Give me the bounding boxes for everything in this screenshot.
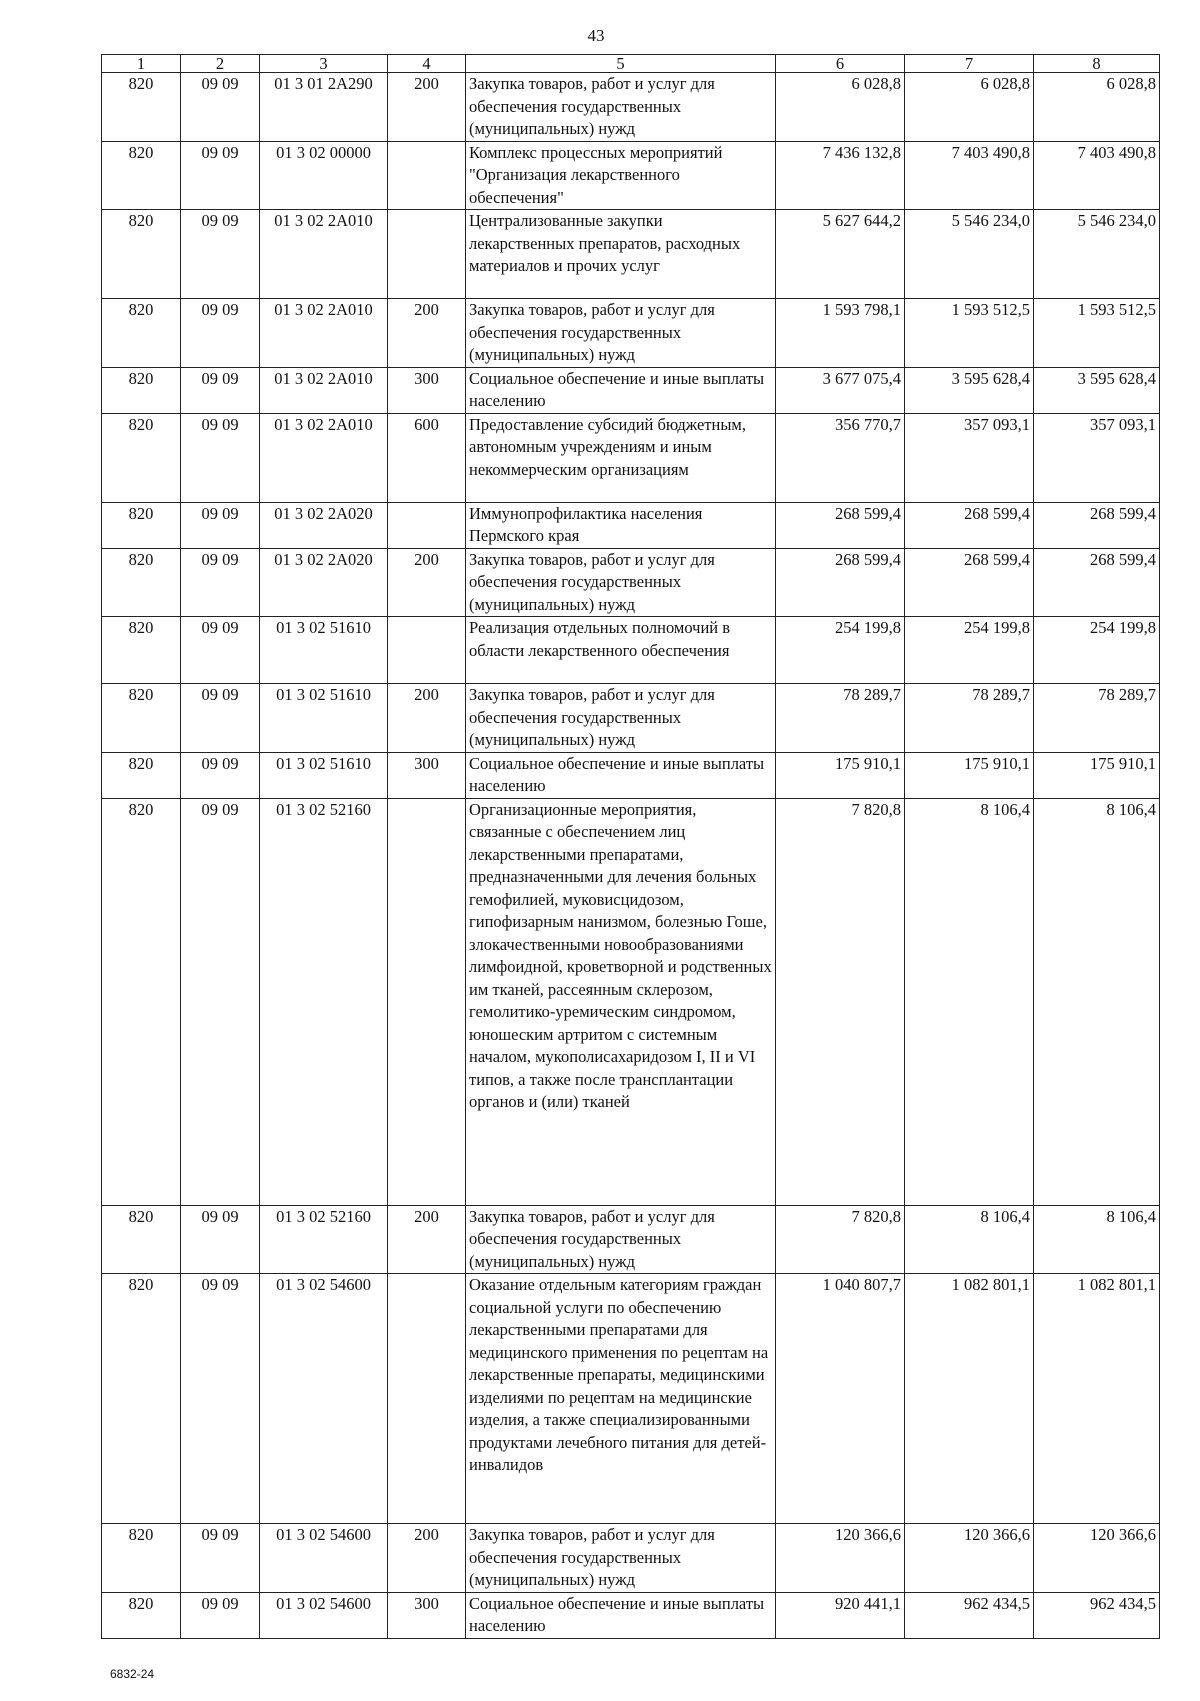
amount-col6-cell: 7 436 132,8 [776,141,905,210]
expense-type-cell: 200 [388,684,466,753]
admin-code-cell: 820 [102,1205,181,1274]
amount-col8-cell: 5 546 234,0 [1034,210,1160,299]
table-row [102,684,1160,753]
amount-col8-cell: 254 199,8 [1034,617,1160,684]
amount-col8-cell: 78 289,7 [1034,684,1160,753]
table-row [102,1592,1160,1638]
target-article-cell: 01 3 02 54600 [260,1524,388,1593]
column-header: 7 [905,55,1034,73]
description-cell: Комплекс процессных мероприятий "Организация лекарственного обеспечения" [466,141,776,210]
table-row [102,73,1160,142]
admin-code-cell: 820 [102,684,181,753]
amount-col6-cell: 7 820,8 [776,798,905,1205]
amount-col7-cell: 7 403 490,8 [905,141,1034,210]
section-code-cell: 09 09 [181,299,260,368]
section-code-cell: 09 09 [181,1592,260,1638]
amount-col6-cell: 920 441,1 [776,1592,905,1638]
target-article-cell: 01 3 02 54600 [260,1274,388,1524]
amount-col7-cell: 1 082 801,1 [905,1274,1034,1524]
admin-code-cell: 820 [102,1592,181,1638]
expense-type-cell: 300 [388,367,466,413]
table-row [102,617,1160,684]
amount-col6-cell: 1 040 807,7 [776,1274,905,1524]
admin-code-cell: 820 [102,1274,181,1524]
description-cell: Закупка товаров, работ и услуг для обеспечения государственных (муниципальных) нужд [466,299,776,368]
amount-col7-cell: 175 910,1 [905,752,1034,798]
amount-col8-cell: 268 599,4 [1034,502,1160,548]
admin-code-cell: 820 [102,548,181,617]
section-code-cell: 09 09 [181,367,260,413]
section-code-cell: 09 09 [181,1274,260,1524]
description-cell: Централизованные закупки лекарственных препаратов, расходных материалов и прочих услуг [466,210,776,299]
table-row [102,367,1160,413]
expense-type-cell: 200 [388,1205,466,1274]
description-cell: Организационные мероприятия, связанные с обеспечением лиц лекарственными препаратами, предназначенными для лечения больных гемофилией, муковисцидозом, гипофизарным нанизмом, болезнью Гоше, злокачественными новообразованиями лимфоидной, кроветворной и родственных им тканей, рассеянным склерозом, гемолитико-уремическим синдромом, юношеским артритом с системным началом, мукополисахаридозом I, II и VI типов, а также после трансплантации органов и (или) тканей [466,798,776,1205]
amount-col6-cell: 6 028,8 [776,73,905,142]
column-header: 3 [260,55,388,73]
table-row [102,1274,1160,1524]
column-header: 4 [388,55,466,73]
amount-col6-cell: 175 910,1 [776,752,905,798]
expense-type-cell: 300 [388,752,466,798]
admin-code-cell: 820 [102,210,181,299]
amount-col6-cell: 1 593 798,1 [776,299,905,368]
section-code-cell: 09 09 [181,617,260,684]
target-article-cell: 01 3 02 2А020 [260,548,388,617]
expense-type-cell [388,798,466,1205]
amount-col7-cell: 8 106,4 [905,1205,1034,1274]
amount-col8-cell: 268 599,4 [1034,548,1160,617]
description-cell: Закупка товаров, работ и услуг для обеспечения государственных (муниципальных) нужд [466,1524,776,1593]
section-code-cell: 09 09 [181,684,260,753]
admin-code-cell: 820 [102,502,181,548]
description-cell: Иммунопрофилактика населения Пермского края [466,502,776,548]
target-article-cell: 01 3 02 51610 [260,684,388,753]
amount-col7-cell: 78 289,7 [905,684,1034,753]
section-code-cell: 09 09 [181,1524,260,1593]
amount-col7-cell: 268 599,4 [905,548,1034,617]
amount-col7-cell: 1 593 512,5 [905,299,1034,368]
target-article-cell: 01 3 02 51610 [260,617,388,684]
admin-code-cell: 820 [102,141,181,210]
admin-code-cell: 820 [102,798,181,1205]
target-article-cell: 01 3 02 52160 [260,1205,388,1274]
amount-col7-cell: 268 599,4 [905,502,1034,548]
amount-col7-cell: 357 093,1 [905,413,1034,502]
target-article-cell: 01 3 02 54600 [260,1592,388,1638]
section-code-cell: 09 09 [181,73,260,142]
target-article-cell: 01 3 02 00000 [260,141,388,210]
table-row [102,299,1160,368]
amount-col6-cell: 254 199,8 [776,617,905,684]
admin-code-cell: 820 [102,367,181,413]
target-article-cell: 01 3 02 2А020 [260,502,388,548]
admin-code-cell: 820 [102,73,181,142]
target-article-cell: 01 3 02 2А010 [260,413,388,502]
amount-col6-cell: 5 627 644,2 [776,210,905,299]
amount-col8-cell: 1 593 512,5 [1034,299,1160,368]
description-cell: Оказание отдельным категориям граждан социальной услуги по обеспечению лекарственными препаратами для медицинского применения по рецептам на лекарственные препараты, медицинскими изделиями по рецептам на медицинские изделия, а также специализированными продуктами лечебного питания для детей-инвалидов [466,1274,776,1524]
expense-type-cell: 300 [388,1592,466,1638]
page-number: 43 [587,26,605,45]
column-header: 6 [776,55,905,73]
amount-col8-cell: 175 910,1 [1034,752,1160,798]
amount-col8-cell: 3 595 628,4 [1034,367,1160,413]
amount-col6-cell: 7 820,8 [776,1205,905,1274]
budget-table [101,54,1160,1639]
target-article-cell: 01 3 01 2А290 [260,73,388,142]
section-code-cell: 09 09 [181,210,260,299]
amount-col6-cell: 356 770,7 [776,413,905,502]
admin-code-cell: 820 [102,299,181,368]
expense-type-cell: 200 [388,548,466,617]
amount-col8-cell: 8 106,4 [1034,798,1160,1205]
amount-col6-cell: 120 366,6 [776,1524,905,1593]
amount-col7-cell: 5 546 234,0 [905,210,1034,299]
description-cell: Социальное обеспечение и иные выплаты населению [466,752,776,798]
amount-col8-cell: 1 082 801,1 [1034,1274,1160,1524]
expense-type-cell [388,617,466,684]
column-header: 8 [1034,55,1160,73]
amount-col7-cell: 962 434,5 [905,1592,1034,1638]
expense-type-cell: 200 [388,1524,466,1593]
table-row [102,1524,1160,1593]
section-code-cell: 09 09 [181,548,260,617]
amount-col7-cell: 8 106,4 [905,798,1034,1205]
amount-col6-cell: 268 599,4 [776,548,905,617]
amount-col6-cell: 78 289,7 [776,684,905,753]
amount-col7-cell: 6 028,8 [905,73,1034,142]
table-row [102,548,1160,617]
admin-code-cell: 820 [102,413,181,502]
description-cell: Закупка товаров, работ и услуг для обеспечения государственных (муниципальных) нужд [466,548,776,617]
target-article-cell: 01 3 02 2А010 [260,210,388,299]
target-article-cell: 01 3 02 2А010 [260,299,388,368]
table-row [102,1205,1160,1274]
table-row [102,752,1160,798]
expense-type-cell: 200 [388,299,466,368]
target-article-cell: 01 3 02 52160 [260,798,388,1205]
amount-col8-cell: 962 434,5 [1034,1592,1160,1638]
target-article-cell: 01 3 02 2А010 [260,367,388,413]
description-cell: Закупка товаров, работ и услуг для обеспечения государственных (муниципальных) нужд [466,73,776,142]
admin-code-cell: 820 [102,1524,181,1593]
table-row [102,210,1160,299]
description-cell: Закупка товаров, работ и услуг для обеспечения государственных (муниципальных) нужд [466,684,776,753]
description-cell: Предоставление субсидий бюджетным, автономным учреждениям и иным некоммерческим организациям [466,413,776,502]
amount-col8-cell: 8 106,4 [1034,1205,1160,1274]
expense-type-cell [388,502,466,548]
description-cell: Реализация отдельных полномочий в области лекарственного обеспечения [466,617,776,684]
description-cell: Социальное обеспечение и иные выплаты населению [466,1592,776,1638]
expense-type-cell [388,141,466,210]
expense-type-cell: 600 [388,413,466,502]
description-cell: Социальное обеспечение и иные выплаты населению [466,367,776,413]
section-code-cell: 09 09 [181,502,260,548]
admin-code-cell: 820 [102,752,181,798]
expense-type-cell [388,210,466,299]
column-header: 5 [466,55,776,73]
table-row [102,502,1160,548]
amount-col7-cell: 3 595 628,4 [905,367,1034,413]
expense-type-cell: 200 [388,73,466,142]
document-code: 6832-24 [110,1667,155,1681]
amount-col8-cell: 7 403 490,8 [1034,141,1160,210]
table-header-row [102,55,1160,73]
amount-col8-cell: 120 366,6 [1034,1524,1160,1593]
amount-col6-cell: 3 677 075,4 [776,367,905,413]
amount-col8-cell: 6 028,8 [1034,73,1160,142]
amount-col8-cell: 357 093,1 [1034,413,1160,502]
section-code-cell: 09 09 [181,141,260,210]
expense-type-cell [388,1274,466,1524]
amount-col7-cell: 254 199,8 [905,617,1034,684]
table-row [102,141,1160,210]
target-article-cell: 01 3 02 51610 [260,752,388,798]
table-row [102,413,1160,502]
table-row [102,798,1160,1205]
section-code-cell: 09 09 [181,752,260,798]
column-header: 2 [181,55,260,73]
section-code-cell: 09 09 [181,413,260,502]
amount-col6-cell: 268 599,4 [776,502,905,548]
section-code-cell: 09 09 [181,1205,260,1274]
column-header: 1 [102,55,181,73]
section-code-cell: 09 09 [181,798,260,1205]
description-cell: Закупка товаров, работ и услуг для обеспечения государственных (муниципальных) нужд [466,1205,776,1274]
admin-code-cell: 820 [102,617,181,684]
amount-col7-cell: 120 366,6 [905,1524,1034,1593]
